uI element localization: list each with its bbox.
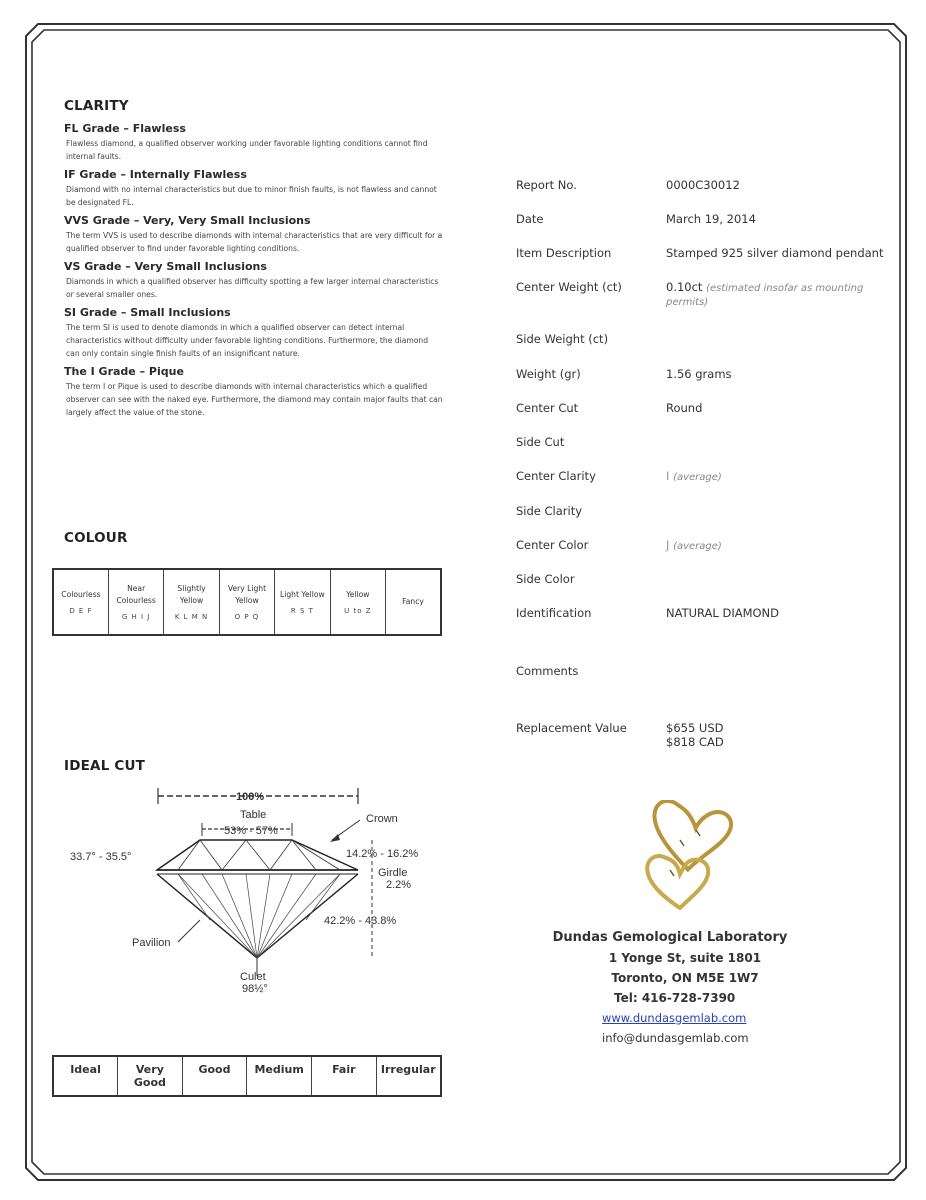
diagram-pavilion-label: Pavilion [132, 937, 171, 949]
colour-cell [164, 569, 219, 635]
grade-title: VS Grade – Very Small Inclusions [64, 260, 267, 273]
colour-cell-grades: O P Q [234, 613, 260, 621]
grade-text: The term VVS is used to describe diamonds with internal characteristics that are very difficult for a qualified observer to find under favorable lighting conditions. [66, 231, 443, 253]
diagram-pavilion-depth: 42.2% - 43.8% [324, 915, 397, 927]
row-label: Center Clarity [516, 469, 596, 483]
row-label: Side Cut [516, 435, 565, 449]
row-value-group [666, 721, 896, 749]
row-label: Side Color [516, 572, 575, 586]
grade-title: SI Grade – Small Inclusions [64, 306, 231, 319]
grade-text: The term I or Pique is used to describe diamonds with internal characteristics which a qualified observer can see with the naked eye. Furthermore, the diamond may contain major faults that can largely affect the value of the stone. [66, 382, 443, 417]
colour-cell [219, 569, 274, 635]
diagram-culet-label: Culet [240, 971, 266, 983]
lab-address-1: 1 Yonge St, suite 1801 [608, 951, 762, 965]
colour-cell-grades: R S T [290, 607, 314, 615]
clarity-section [64, 98, 444, 419]
colour-cell-grades: U to Z [344, 607, 372, 615]
colour-scale-table [52, 568, 442, 636]
grade-title: IF Grade – Internally Flawless [64, 168, 247, 181]
colour-cell-label: Yellow [346, 590, 370, 599]
clarity-grade [64, 306, 444, 360]
colour-cell [53, 569, 108, 635]
row-note: (estimated insofar as mounting permits) [666, 283, 864, 308]
lab-website-link[interactable]: www.dundasgemlab.com [602, 1011, 747, 1025]
cut-grade-cell: Very Good [118, 1056, 183, 1096]
colour-cell-label: Very Light Yellow [227, 584, 267, 605]
row-value: 1.56 grams [666, 367, 732, 381]
row-label: Side Clarity [516, 504, 583, 518]
colour-cell-label: Slightly Yellow [177, 584, 206, 605]
lab-phone: Tel: 416-728-7390 [614, 991, 736, 1005]
diagram-table-label: Table [240, 809, 267, 821]
clarity-grade [64, 365, 444, 419]
diagram-total: 100% [236, 791, 265, 803]
diamond-proportions-diagram [60, 780, 450, 1000]
row-label: Report No. [516, 178, 577, 192]
grade-text: The term SI is used to denote diamonds in which a qualified observer can detect internal characteristics without difficulty under favorable lighting conditions. Furthermore, the diamond can only contain single finish faults of an insignificant nature. [66, 323, 429, 358]
colour-cell [275, 569, 330, 635]
row-value: I [666, 469, 670, 483]
row-label: Center Cut [516, 401, 579, 415]
colour-cell-label: Fancy [402, 597, 424, 606]
colour-cell [386, 569, 441, 635]
colour-cell [330, 569, 385, 635]
lab-name: Dundas Gemological Laboratory [552, 930, 788, 945]
colour-cell-label: Colourless [61, 590, 101, 599]
diagram-table-range: 53% - 57% [224, 825, 278, 837]
row-note: (average) [673, 541, 722, 552]
grade-text: Flawless diamond, a qualified observer working under favorable lighting conditions cannot find internal faults. [66, 139, 428, 161]
cut-grade-cell: Ideal [53, 1056, 118, 1096]
grade-text: Diamonds in which a qualified observer has difficulty spotting a few larger internal characteristics or several smaller ones. [66, 277, 439, 299]
clarity-grade [64, 214, 444, 255]
clarity-grade [64, 260, 444, 301]
lab-email[interactable]: info@dundasgemlab.com [602, 1031, 749, 1045]
diagram-crown-label: Crown [366, 813, 398, 825]
lab-address-2: Toronto, ON M5E 1W7 [611, 971, 759, 985]
row-value: NATURAL DIAMOND [666, 606, 780, 620]
colour-cell [108, 569, 163, 635]
row-value-group [666, 538, 896, 552]
row-label: Center Color [516, 538, 589, 552]
diagram-girdle-label: Girdle [378, 867, 408, 879]
row-value: $655 USD [666, 721, 724, 735]
row-label: Item Description [516, 246, 612, 260]
cut-grade-cell: Irregular [376, 1056, 441, 1096]
diagram-crown-angle: 33.7° - 35.5° [70, 851, 132, 863]
row-label: Center Weight (ct) [516, 280, 622, 294]
diagram-girdle-value: 2.2% [386, 879, 412, 891]
colour-title: COLOUR [64, 530, 128, 546]
grade-title: VVS Grade – Very, Very Small Inclusions [64, 214, 311, 227]
grade-title: FL Grade – Flawless [64, 122, 186, 135]
cut-grade-cell: Fair [312, 1056, 376, 1096]
row-value-2: $818 CAD [666, 735, 724, 749]
clarity-grade [64, 122, 444, 163]
row-value: Round [666, 401, 703, 415]
colour-cell-grades: G H I J [121, 613, 151, 621]
row-value: March 19, 2014 [666, 212, 756, 226]
diagram-culet-value: 98½° [242, 983, 268, 995]
grade-title: The I Grade – Pique [64, 365, 184, 378]
lab-contact [540, 930, 800, 1045]
diagram-crown-height: 14.2% - 16.2% [346, 848, 419, 860]
row-label: Date [516, 212, 544, 226]
row-value-group [666, 469, 896, 483]
ideal-cut-title: IDEAL CUT [64, 758, 146, 774]
colour-cell-label: Near Colourless [116, 584, 156, 605]
cut-grade-cell: Good [182, 1056, 247, 1096]
pendant-image [640, 800, 740, 910]
row-label: Replacement Value [516, 721, 627, 735]
grade-text: Diamond with no internal characteristics but due to minor finish faults, is not flawless and cannot be designated FL. [66, 185, 437, 207]
colour-cell-label: Light Yellow [280, 590, 325, 599]
row-value: J [666, 538, 670, 552]
colour-cell-grades: K L M N [174, 613, 209, 621]
clarity-title: CLARITY [64, 98, 129, 114]
colour-cell-grades: D E F [69, 607, 93, 615]
clarity-grade [64, 168, 444, 209]
cut-grade-table [52, 1055, 442, 1097]
row-label: Weight (gr) [516, 367, 581, 381]
row-value-group [666, 280, 896, 308]
row-label: Side Weight (ct) [516, 332, 609, 346]
row-value: Stamped 925 silver diamond pendant [666, 246, 884, 260]
row-value: 0000C30012 [666, 178, 740, 192]
row-label: Identification [516, 606, 592, 620]
row-note: (average) [673, 472, 722, 483]
row-value: 0.10ct [666, 280, 703, 294]
cut-grade-cell: Medium [247, 1056, 312, 1096]
row-label: Comments [516, 664, 579, 678]
